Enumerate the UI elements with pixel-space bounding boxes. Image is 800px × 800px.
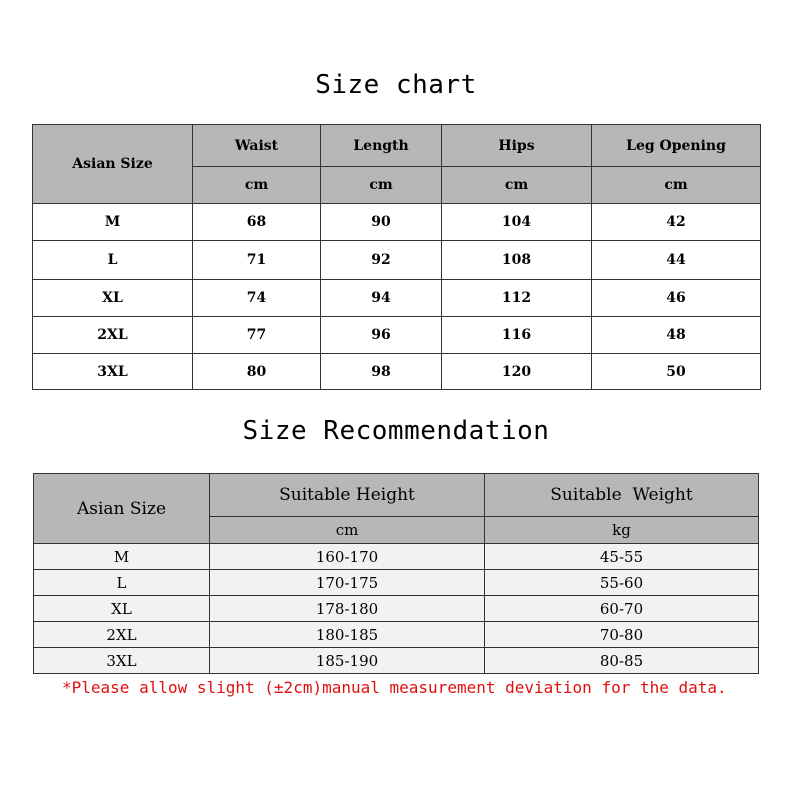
unit-label: kg	[485, 517, 759, 544]
table-cell: 46	[592, 280, 761, 317]
table-cell: 112	[442, 280, 592, 317]
table-cell: 45-55	[485, 544, 759, 570]
table-row	[34, 596, 759, 622]
table-row	[33, 354, 761, 390]
size-label: XL	[34, 596, 210, 622]
size-label: 2XL	[34, 622, 210, 648]
unit-label: cm	[210, 517, 485, 544]
size-chart-table	[32, 124, 761, 390]
table-row	[33, 280, 761, 317]
corner-label: Asian Size	[34, 474, 210, 544]
table-cell: 80	[193, 354, 321, 390]
column-header-waist: Waist	[193, 125, 321, 167]
size-label: 3XL	[33, 354, 193, 390]
size-label: L	[34, 570, 210, 596]
column-header-suitable-weight: Suitable Weight	[485, 474, 759, 517]
table-cell: 71	[193, 241, 321, 280]
table-cell: 94	[321, 280, 442, 317]
table-cell: 92	[321, 241, 442, 280]
size-label: M	[33, 204, 193, 241]
table-row	[33, 204, 761, 241]
table-cell: 74	[193, 280, 321, 317]
size-label: L	[33, 241, 193, 280]
measurement-note: *Please allow slight (±2cm)manual measurement deviation for the data.	[62, 678, 727, 697]
table-cell: 178-180	[210, 596, 485, 622]
table-cell: 60-70	[485, 596, 759, 622]
table-cell: 98	[321, 354, 442, 390]
unit-label: cm	[321, 167, 442, 204]
table-cell: 80-85	[485, 648, 759, 674]
column-header-leg-opening: Leg Opening	[592, 125, 761, 167]
table-cell: 50	[592, 354, 761, 390]
table-cell: 68	[193, 204, 321, 241]
table-cell: 90	[321, 204, 442, 241]
size-recommendation-table	[33, 473, 759, 674]
column-header-length: Length	[321, 125, 442, 167]
table-cell: 170-175	[210, 570, 485, 596]
size-label: 2XL	[33, 317, 193, 354]
table-cell: 70-80	[485, 622, 759, 648]
table-cell: 77	[193, 317, 321, 354]
size-label: 3XL	[34, 648, 210, 674]
corner-label: Asian Size	[33, 125, 193, 204]
table-cell: 96	[321, 317, 442, 354]
table-cell: 42	[592, 204, 761, 241]
table-cell: 104	[442, 204, 592, 241]
table-row	[34, 570, 759, 596]
table-row	[34, 622, 759, 648]
table-cell: 48	[592, 317, 761, 354]
column-header-hips: Hips	[442, 125, 592, 167]
size-recommendation-title: Size Recommendation	[242, 416, 550, 446]
table-cell: 55-60	[485, 570, 759, 596]
table-cell: 180-185	[210, 622, 485, 648]
size-label: XL	[33, 280, 193, 317]
table-cell: 120	[442, 354, 592, 390]
unit-label: cm	[592, 167, 761, 204]
unit-label: cm	[193, 167, 321, 204]
size-chart-title: Size chart	[315, 70, 477, 100]
unit-label: cm	[442, 167, 592, 204]
table-row	[34, 544, 759, 570]
table-cell: 44	[592, 241, 761, 280]
table-cell: 108	[442, 241, 592, 280]
table-row	[33, 317, 761, 354]
table-cell: 160-170	[210, 544, 485, 570]
table-row	[33, 241, 761, 280]
table-row	[34, 648, 759, 674]
table-cell: 185-190	[210, 648, 485, 674]
table-cell: 116	[442, 317, 592, 354]
column-header-suitable-height: Suitable Height	[210, 474, 485, 517]
size-label: M	[34, 544, 210, 570]
